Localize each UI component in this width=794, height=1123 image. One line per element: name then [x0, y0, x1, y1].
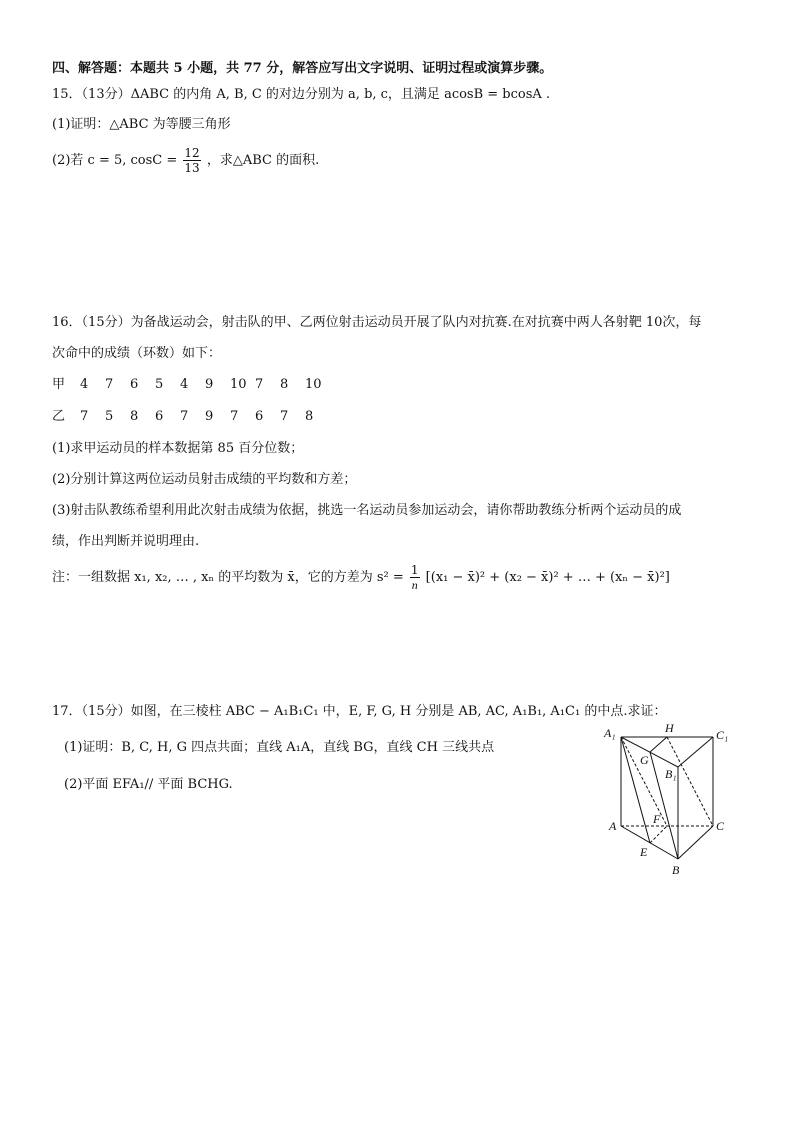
q15-fraction-numerator: 12	[184, 146, 200, 160]
score-cell: 7	[280, 409, 289, 424]
q16-stem-line1: 16．（15分）为备战运动会，射击队的甲、乙两位射击运动员开展了队内对抗赛.在对抗赛中两人各射靶 10次，每	[52, 315, 702, 330]
score-cell: 6	[255, 409, 264, 424]
label-b: B	[672, 863, 680, 877]
q16-part2: (2)分别计算这两位运动员射击成绩的平均数和方差；	[52, 472, 357, 487]
jia-label: 甲	[52, 377, 66, 392]
score-cell: 6	[155, 409, 164, 424]
q16-note-fraction	[410, 563, 420, 592]
q15-part2-suffix: ，求△ABC 的面积.	[206, 153, 320, 168]
label-e: E	[640, 845, 648, 859]
score-cell: 4	[180, 377, 189, 392]
label-f: F	[653, 812, 661, 826]
score-cell: 8	[280, 377, 289, 392]
q16-note-suffix: [(x₁ − x̄)² + (x₂ − x̄)² + … + (xₙ − x̄)²]	[425, 570, 670, 585]
label-a1: A₁	[604, 726, 616, 740]
q16-note-denominator: n	[411, 578, 418, 592]
score-cell: 7	[230, 409, 239, 424]
label-a: A	[609, 819, 617, 833]
q15-fraction-denominator: 13	[184, 161, 200, 175]
score-cell: 7	[105, 377, 114, 392]
q15-part2	[52, 146, 319, 175]
q16-part3-line1: (3)射击队教练希望利用此次射击成绩为依据，挑选一名运动员参加运动会，请你帮助教练分析两个运动员的成	[52, 503, 682, 518]
segment-gh	[650, 737, 667, 752]
q17-part2: (2)平面 EFA₁// 平面 BCHG.	[64, 777, 233, 792]
score-cell: 10	[230, 377, 247, 392]
edge-b1c1	[678, 737, 713, 767]
label-h: H	[665, 722, 674, 735]
q16-note	[52, 563, 670, 592]
q16-note-numerator: 1	[410, 563, 419, 577]
score-cell: 10	[305, 377, 322, 392]
score-cell: 9	[205, 409, 214, 424]
score-cell: 9	[205, 377, 214, 392]
score-cell: 7	[80, 409, 89, 424]
score-cell: 8	[305, 409, 314, 424]
q16-stem-line2: 次命中的成绩（环数）如下：	[52, 346, 222, 361]
q16-part3-line2: 绩，作出判断并说明理由.	[52, 534, 200, 549]
q15-fraction	[183, 146, 200, 175]
label-c1: C₁	[716, 728, 729, 742]
segment-ch-hidden	[667, 737, 713, 826]
label-b1: B₁	[665, 767, 677, 781]
q15-part2-prefix: (2)若 c = 5, cosC =	[52, 153, 178, 168]
score-cell: 5	[105, 409, 114, 424]
q15-part1: (1)证明：△ABC 为等腰三角形	[52, 117, 231, 132]
q17-stem: 17．（15分）如图，在三棱柱 ABC − A₁B₁C₁ 中，E, F, G, H 分别是 AB, AC, A₁B₁, A₁C₁ 的中点.求证：	[52, 704, 667, 719]
q17-part1: (1)证明：B, C, H, G 四点共面；直线 A₁A，直线 BG，直线 CH 三线共点	[64, 740, 495, 755]
q16-scores-jia	[52, 376, 330, 394]
score-cell: 8	[130, 409, 139, 424]
score-cell: 5	[155, 377, 164, 392]
label-g: G	[640, 753, 649, 767]
score-cell: 7	[180, 409, 189, 424]
q16-note-prefix: 注：一组数据 x₁, x₂, … , xₙ 的平均数为 x̄，它的方差为 s² =	[52, 570, 404, 585]
section-header: 四、解答题：本题共 5 小题，共 77 分，解答应写出文字说明、证明过程或演算步骤。	[52, 61, 553, 76]
yi-label: 乙	[52, 409, 66, 424]
segment-ef-hidden	[650, 826, 667, 843]
q15-stem: 15．（13分）ΔABC 的内角 A, B, C 的对边分别为 a, b, c，且满足 acosB = bcosA .	[52, 87, 551, 102]
label-c: C	[716, 819, 725, 833]
score-cell: 6	[130, 377, 139, 392]
score-cell: 7	[255, 377, 264, 392]
q16-scores-yi	[52, 408, 330, 426]
edge-bc	[678, 826, 713, 859]
score-cell: 4	[80, 377, 89, 392]
q16-part1: (1)求甲运动员的样本数据第 85 百分位数；	[52, 441, 304, 456]
prism-figure	[600, 722, 736, 878]
